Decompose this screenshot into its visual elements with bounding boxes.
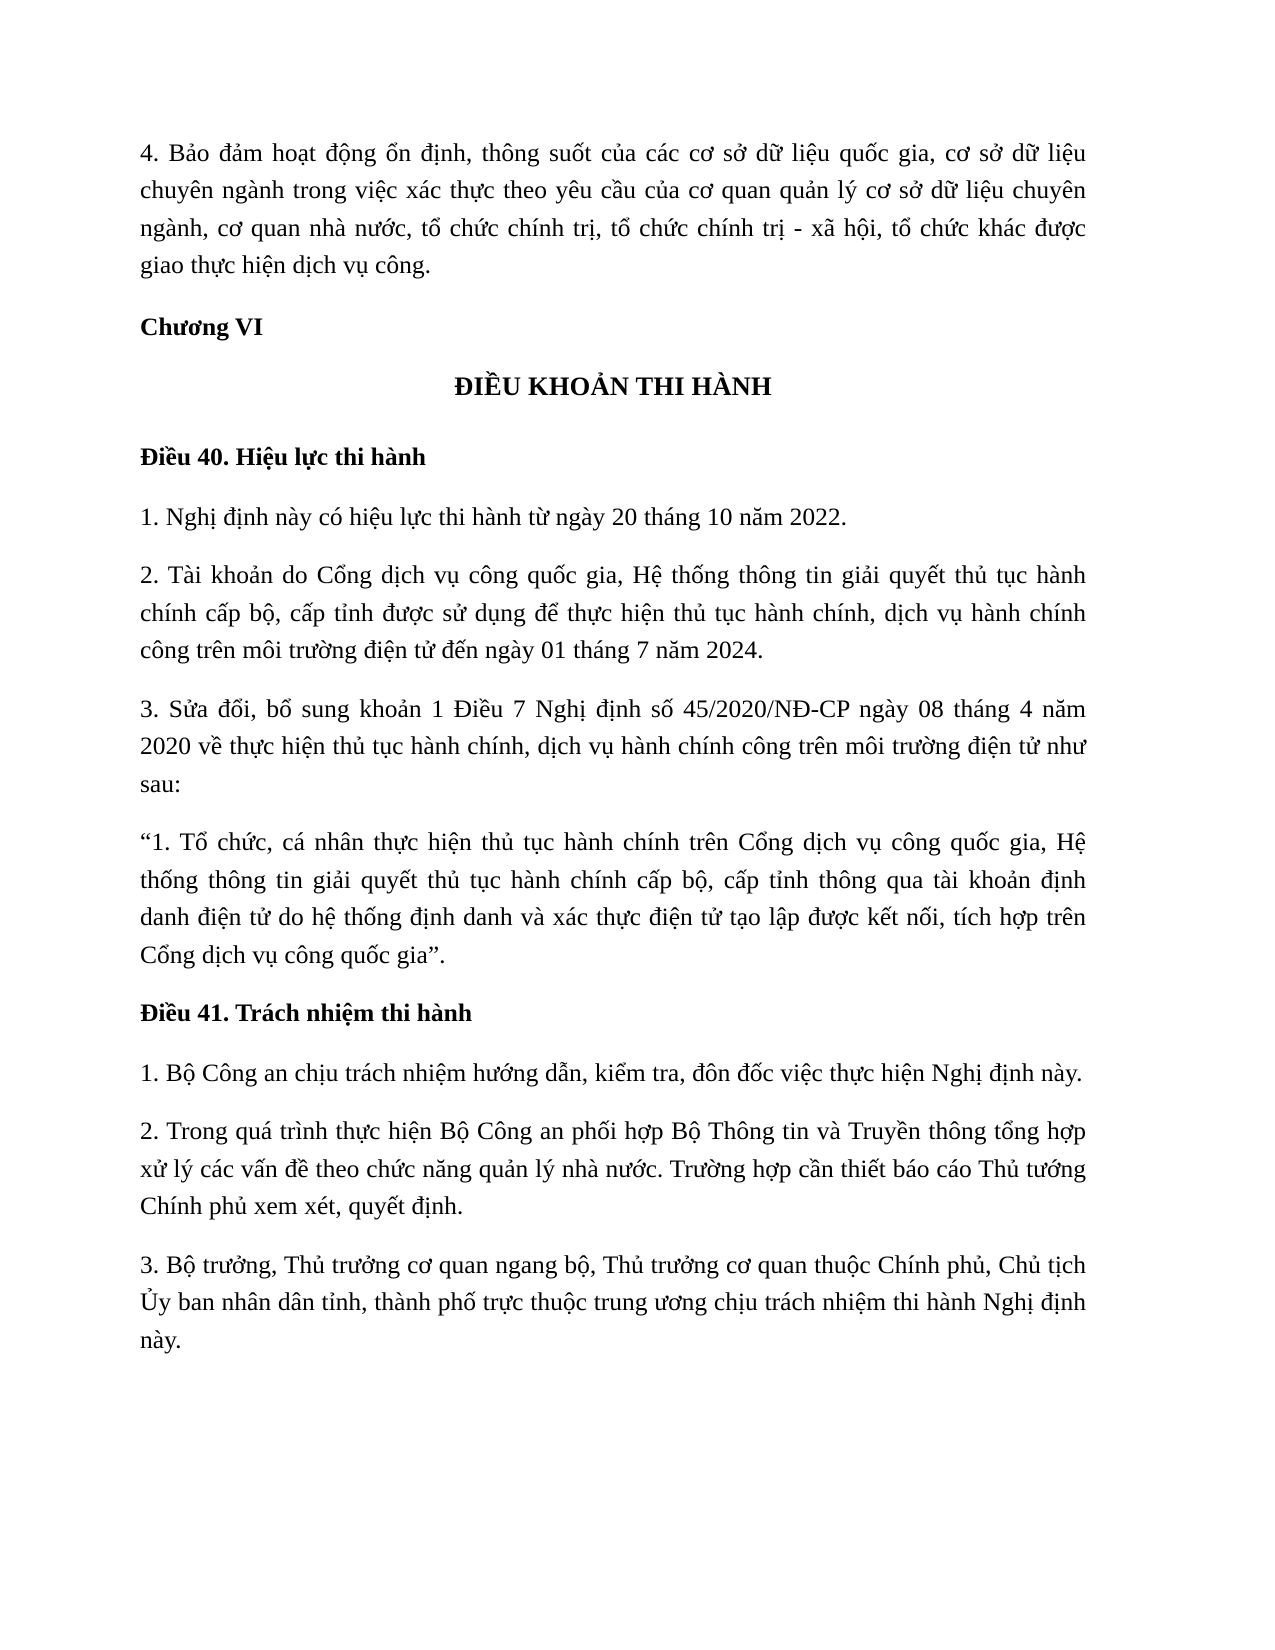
article-40-clause-3: 3. Sửa đổi, bổ sung khoản 1 Điều 7 Nghị định số 45/2020/NĐ-CP ngày 08 tháng 4 năm 2020 về thực hiện thủ tục hành chính, dịch vụ hành chính công trên môi trường điện tử như sau: bbox=[140, 693, 1086, 798]
chapter-title: ĐIỀU KHOẢN THI HÀNH bbox=[454, 371, 772, 402]
paragraph-4-chapter-v: 4. Bảo đảm hoạt động ổn định, thông suốt của các cơ sở dữ liệu quốc gia, cơ sở dữ liệu chuyên ngành trong việc xác thực theo yêu cầu của cơ quan quản lý cơ sở dữ liệu chuyên ngành, cơ quan nhà nước, tổ chức chính trị, tổ chức chính trị - xã hội, tổ chức khác được giao thực hiện dịch vụ công. bbox=[140, 138, 1086, 280]
article-40-clause-2: 2. Tài khoản do Cổng dịch vụ công quốc gia, Hệ thống thông tin giải quyết thủ tục hành chính cấp bộ, cấp tỉnh được sử dụng để thực hiện thủ tục hành chính, dịch vụ hành chính công trên môi trường điện tử đến ngày 01 tháng 7 năm 2024. bbox=[140, 560, 1086, 665]
article-41-clause-2: 2. Trong quá trình thực hiện Bộ Công an phối hợp Bộ Thông tin và Truyền thông tổng hợp xử lý các vấn đề theo chức năng quản lý nhà nước. Trường hợp cần thiết báo cáo Thủ tướng Chính phủ xem xét, quyết định. bbox=[140, 1116, 1086, 1221]
article-41-clause-1: 1. Bộ Công an chịu trách nhiệm hướng dẫn, kiểm tra, đôn đốc việc thực hiện Nghị định này. bbox=[140, 1057, 1083, 1087]
article-41-clause-3: 3. Bộ trưởng, Thủ trưởng cơ quan ngang bộ, Thủ trưởng cơ quan thuộc Chính phủ, Chủ tịch Ủy ban nhân dân tỉnh, thành phố trực thuộc trung ương chịu trách nhiệm thi hành Nghị định này. bbox=[140, 1249, 1086, 1354]
document-text-column bbox=[140, 134, 1086, 1358]
article-heading-41: Điều 41. Trách nhiệm thi hành bbox=[140, 998, 473, 1028]
article-40-clause-1: 1. Nghị định này có hiệu lực thi hành từ ngày 20 tháng 10 năm 2022. bbox=[140, 501, 847, 531]
article-heading-40: Điều 40. Hiệu lực thi hành bbox=[140, 442, 426, 472]
article-40-clause-3-quote: “1. Tổ chức, cá nhân thực hiện thủ tục hành chính trên Cổng dịch vụ công quốc gia, Hệ thống thông tin giải quyết thủ tục hành chính cấp bộ, cấp tỉnh thông qua tài khoản định danh điện tử do hệ thống định danh và xác thực điện tử tạo lập được kết nối, tích hợp trên Cổng dịch vụ công quốc gia”. bbox=[140, 827, 1086, 969]
chapter-heading: Chương VI bbox=[140, 311, 264, 341]
